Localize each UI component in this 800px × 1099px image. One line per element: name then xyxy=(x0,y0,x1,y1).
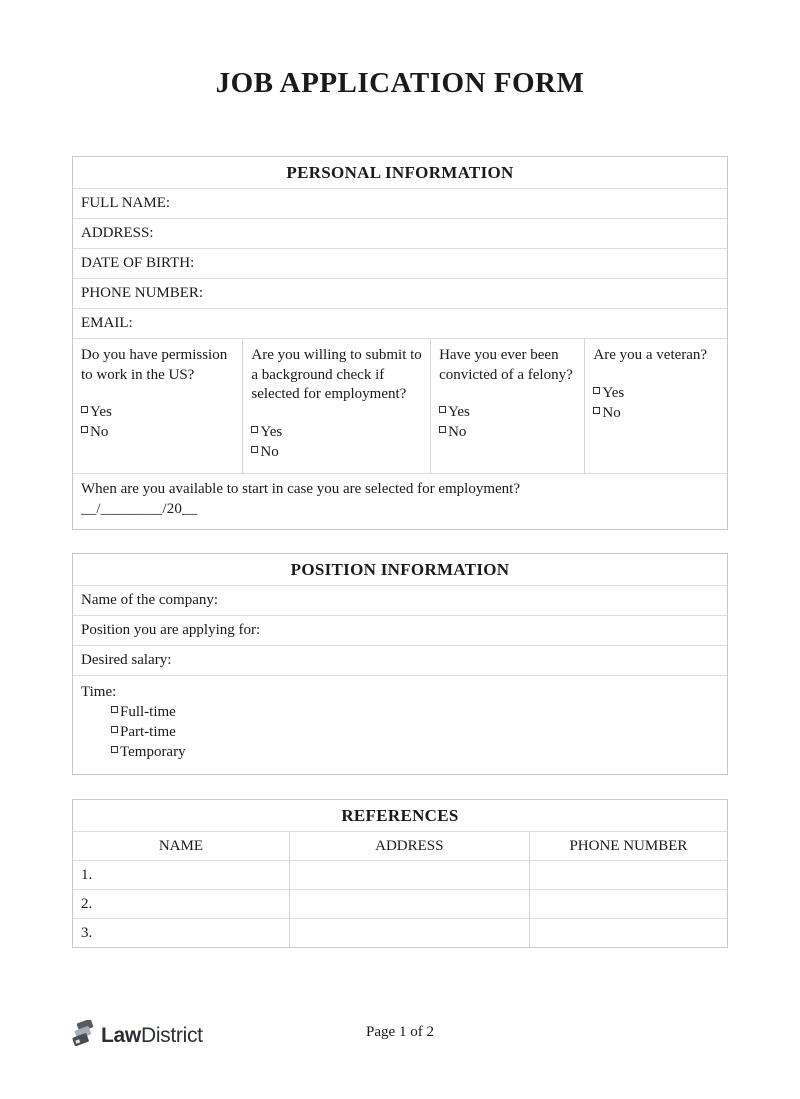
company-name-field[interactable] xyxy=(73,585,727,615)
personal-information-header: PERSONAL INFORMATION xyxy=(286,163,514,182)
references-phone-column-header: PHONE NUMBER xyxy=(529,832,727,860)
option-label: Full-time xyxy=(120,704,176,720)
references-section xyxy=(72,799,728,948)
reference-row-3 xyxy=(73,918,727,947)
references-address-column-header: ADDRESS xyxy=(289,832,529,860)
page-title: JOB APPLICATION FORM xyxy=(215,67,585,99)
row-number: 2. xyxy=(81,896,93,912)
checkbox-icon[interactable] xyxy=(439,426,446,433)
option-label: No xyxy=(602,404,621,421)
lawdistrict-cards-icon xyxy=(70,1020,97,1052)
checkbox-icon[interactable] xyxy=(111,746,118,753)
checkbox-icon[interactable] xyxy=(593,387,600,394)
reference-1-name-cell[interactable] xyxy=(73,861,289,889)
temporary-option[interactable] xyxy=(111,742,719,762)
reference-row-1 xyxy=(73,860,727,889)
references-column-headers xyxy=(73,831,727,860)
question-work-permission xyxy=(73,339,242,473)
question-veteran-text: Are you a veteran? xyxy=(593,347,708,363)
question-felony-text: Have you ever been convicted of a felony? xyxy=(439,347,573,383)
veteran-yes-option[interactable] xyxy=(593,383,719,403)
availability-row xyxy=(73,473,727,529)
option-label: Part-time xyxy=(120,724,176,740)
full-time-option[interactable] xyxy=(111,702,719,722)
position-information-header: POSITION INFORMATION xyxy=(290,560,510,579)
question-background-check xyxy=(242,339,430,473)
reference-2-phone-cell[interactable] xyxy=(529,890,727,918)
reference-1-phone-cell[interactable] xyxy=(529,861,727,889)
option-label: Temporary xyxy=(120,744,186,760)
address-field[interactable] xyxy=(73,218,727,248)
work-permission-no-option[interactable] xyxy=(81,422,234,442)
date-of-birth-label: DATE OF BIRTH: xyxy=(81,255,195,271)
phone-number-field[interactable] xyxy=(73,278,727,308)
checkbox-icon[interactable] xyxy=(111,706,118,713)
checkbox-icon[interactable] xyxy=(251,426,258,433)
reference-3-address-cell[interactable] xyxy=(289,919,529,947)
full-name-field[interactable] xyxy=(73,188,727,218)
reference-3-name-cell[interactable] xyxy=(73,919,289,947)
background-check-no-option[interactable] xyxy=(251,442,422,462)
position-information-section xyxy=(72,553,728,775)
question-veteran xyxy=(584,339,727,473)
felony-no-option[interactable] xyxy=(439,422,576,442)
reference-2-address-cell[interactable] xyxy=(289,890,529,918)
reference-2-name-cell[interactable] xyxy=(73,890,289,918)
page-footer xyxy=(0,1020,800,1052)
company-name-label: Name of the company: xyxy=(81,592,219,608)
full-name-label: FULL NAME: xyxy=(81,195,171,211)
reference-row-2 xyxy=(73,889,727,918)
phone-number-label: PHONE NUMBER: xyxy=(81,285,204,301)
row-number: 3. xyxy=(81,925,93,941)
desired-salary-field[interactable] xyxy=(73,645,727,675)
date-of-birth-field[interactable] xyxy=(73,248,727,278)
position-applying-label: Position you are applying for: xyxy=(81,622,261,638)
checkbox-icon[interactable] xyxy=(111,726,118,733)
availability-question: When are you available to start in case you are selected for employment? xyxy=(81,481,520,497)
option-label: Yes xyxy=(260,423,283,440)
part-time-option[interactable] xyxy=(111,722,719,742)
option-label: No xyxy=(90,424,109,440)
work-permission-yes-option[interactable] xyxy=(81,402,234,422)
personal-information-section xyxy=(72,156,728,530)
option-label: No xyxy=(448,424,467,440)
option-label: No xyxy=(260,443,279,460)
reference-1-address-cell[interactable] xyxy=(289,861,529,889)
page-number: Page 1 of 2 xyxy=(366,1024,434,1040)
time-label: Time: xyxy=(81,684,117,700)
reference-3-phone-cell[interactable] xyxy=(529,919,727,947)
row-number: 1. xyxy=(81,867,93,883)
position-applying-field[interactable] xyxy=(73,615,727,645)
availability-date-blank[interactable]: __/________/20__ xyxy=(81,501,198,517)
background-check-yes-option[interactable] xyxy=(251,422,422,442)
question-work-permission-text: Do you have permission to work in the US? xyxy=(81,347,228,383)
brand-district-text: District xyxy=(140,1024,203,1047)
veteran-no-option[interactable] xyxy=(593,403,719,423)
question-background-check-text: Are you willing to submit to a background check if selected for employment? xyxy=(251,347,422,402)
checkbox-icon[interactable] xyxy=(251,446,258,453)
address-label: ADDRESS: xyxy=(81,225,154,241)
brand-law-text: Law xyxy=(101,1024,141,1047)
option-label: Yes xyxy=(602,384,625,401)
references-header: REFERENCES xyxy=(341,806,459,825)
question-felony xyxy=(430,339,584,473)
felony-yes-option[interactable] xyxy=(439,402,576,422)
checkbox-icon[interactable] xyxy=(81,406,88,413)
checkbox-icon[interactable] xyxy=(439,406,446,413)
desired-salary-label: Desired salary: xyxy=(81,652,172,668)
email-label: EMAIL: xyxy=(81,315,133,331)
checkbox-icon[interactable] xyxy=(593,407,600,414)
email-field[interactable] xyxy=(73,308,727,338)
lawdistrict-logo xyxy=(70,1020,203,1052)
option-label: Yes xyxy=(448,404,470,420)
document-page xyxy=(0,64,800,948)
checkbox-icon[interactable] xyxy=(81,426,88,433)
references-name-column-header: NAME xyxy=(158,838,203,854)
eligibility-questions-row xyxy=(73,338,727,473)
option-label: Yes xyxy=(90,404,112,420)
time-row xyxy=(73,675,727,774)
